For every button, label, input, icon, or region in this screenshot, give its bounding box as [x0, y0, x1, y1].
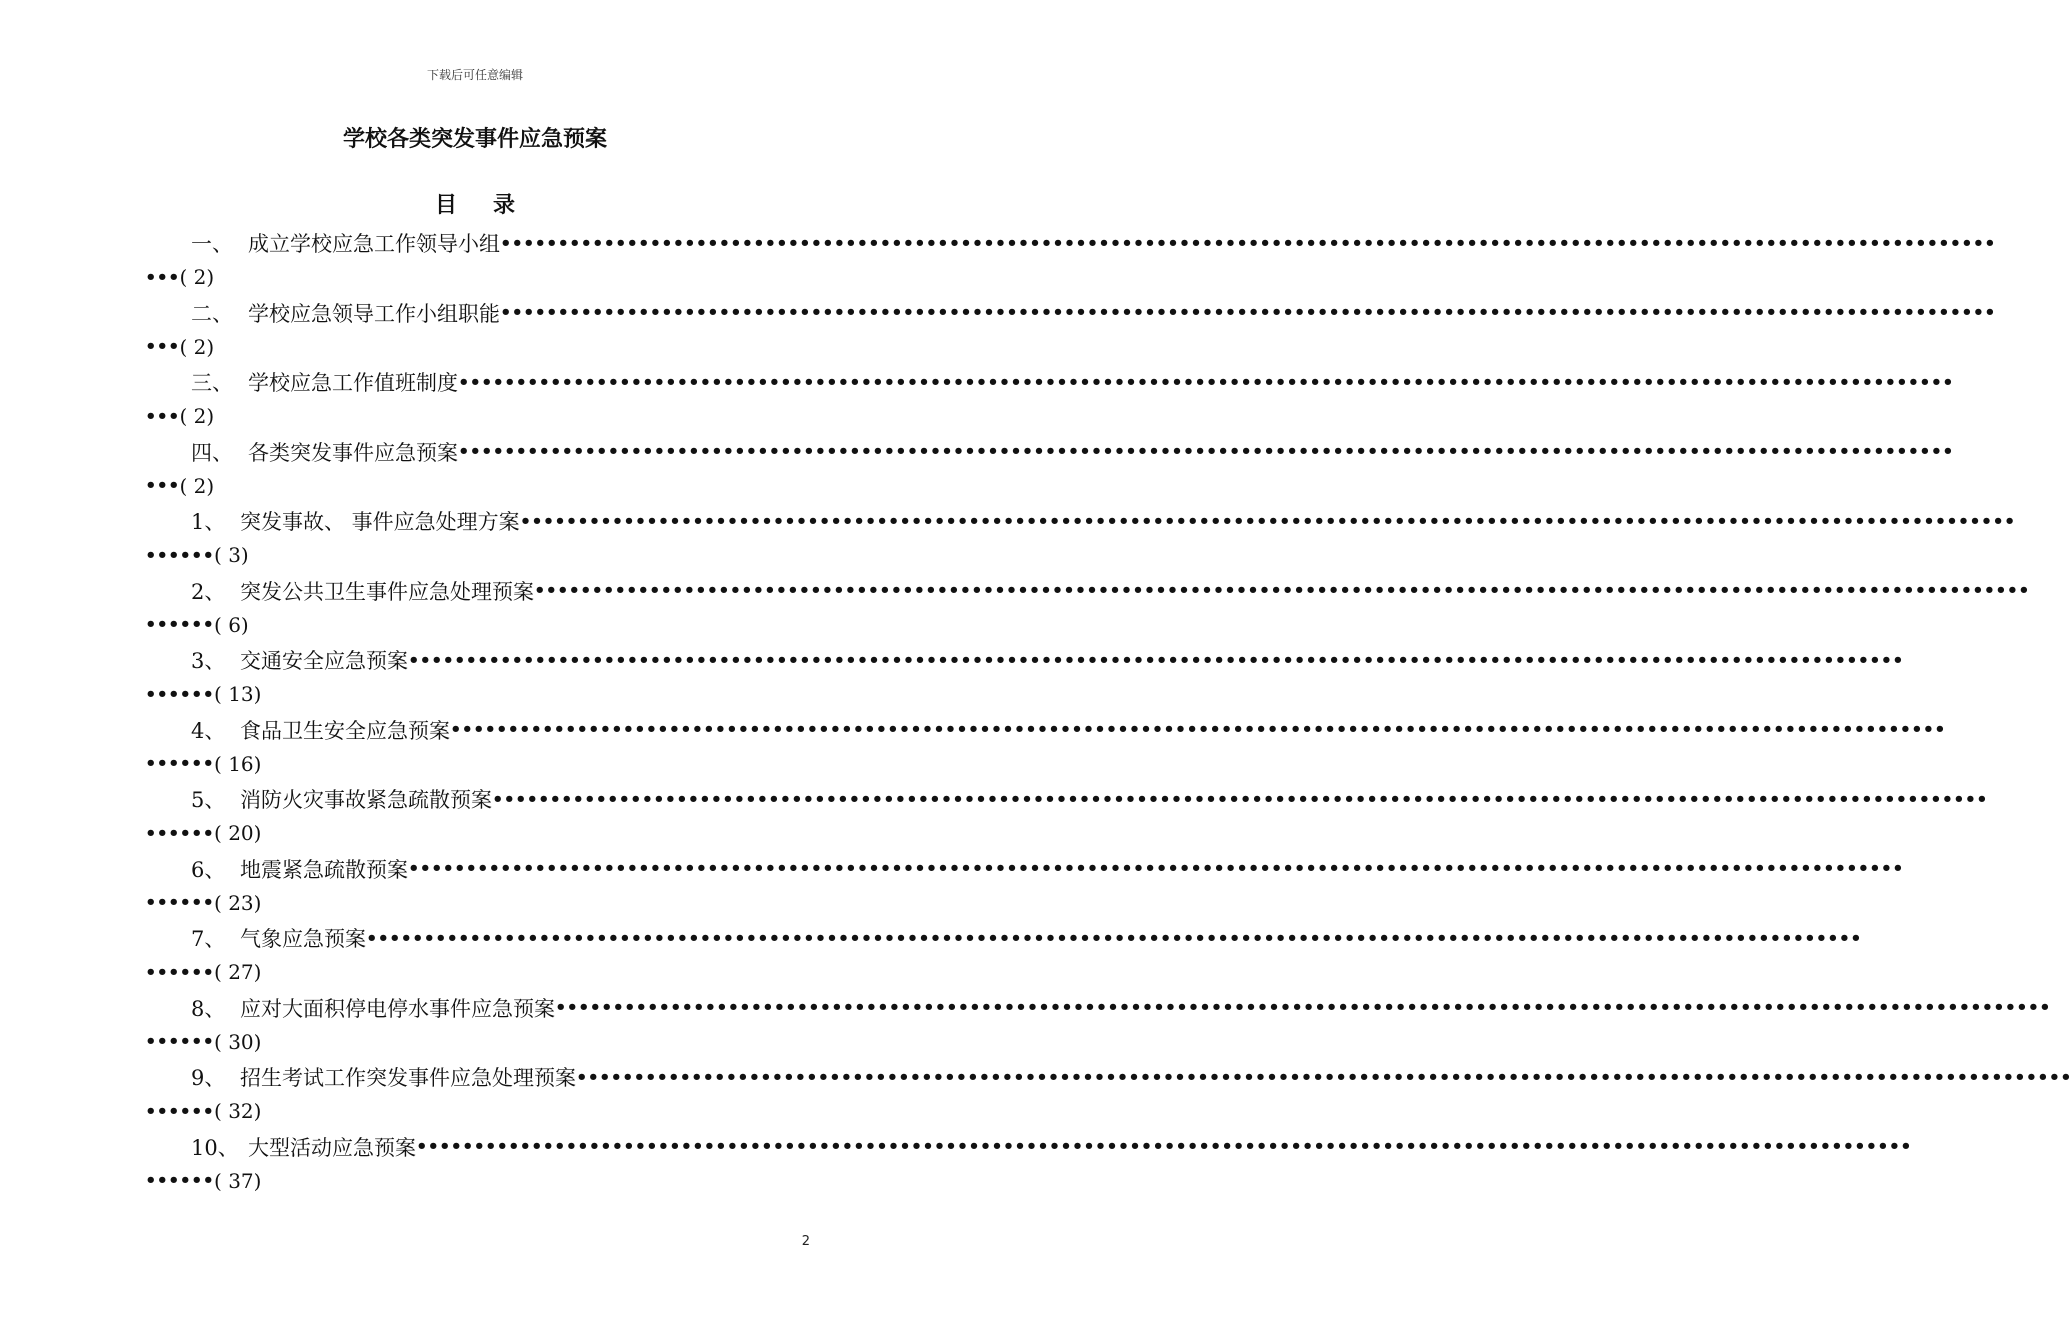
toc-entry-number: 2、 — [191, 579, 226, 604]
toc-entry-line — [145, 504, 2016, 538]
toc-entry-title: 大型活动应急预案 — [248, 1135, 416, 1160]
toc-entry-title: 各类突发事件应急预案 — [248, 440, 458, 465]
toc-leader-continuation: •••••• — [145, 544, 215, 566]
toc-leader-dots: •••••••••••••••••••••••••••••••••••••••••••••••••••••••••••••••••••••••••••••••••••••••••••••••••••••••••••••••••••••••••••••••••• — [534, 580, 2030, 601]
toc-leader-continuation: •••••• — [145, 961, 215, 983]
toc-leader-continuation: •••••• — [145, 1100, 215, 1122]
toc-leader-dots: •••••••••••••••••••••••••••••••••••••••••••••••••••••••••••••••••••••••••••••••••••••••••••••••••••••••••••••••••••••••••••••••••• — [408, 858, 1904, 879]
toc-entry-page: ( 3) — [214, 543, 249, 567]
toc-leader-continuation: ••• — [145, 475, 180, 496]
toc-entry-continuation — [145, 679, 261, 709]
toc-entry-page: ( 2) — [179, 334, 215, 359]
toc-entry[interactable] — [145, 226, 1996, 296]
toc-entry-continuation — [145, 262, 214, 292]
toc-entry[interactable] — [145, 643, 1904, 713]
toc-entry-continuation — [145, 1027, 261, 1057]
toc-entry-number: 1、 — [191, 510, 226, 534]
toc-leader-continuation: •••••• — [145, 683, 215, 705]
toc-leader-continuation: •••••• — [145, 892, 215, 913]
toc-entry-title: 消防火灾事故紧急疏散预案 — [240, 788, 492, 812]
toc-entry[interactable] — [145, 1130, 1912, 1200]
toc-entry-line — [145, 921, 1862, 955]
toc-entry-number: 7、 — [191, 927, 226, 951]
toc-entry-continuation — [145, 401, 214, 431]
toc-entry[interactable] — [145, 296, 1996, 366]
toc-entry-title: 食品卫生安全应急预案 — [240, 718, 450, 743]
toc-entry[interactable] — [145, 852, 1904, 922]
toc-entry[interactable] — [145, 921, 1862, 991]
toc-entry-page: ( 2) — [179, 404, 215, 428]
toc-entry-title: 突发公共卫生事件应急处理预案 — [240, 579, 534, 604]
toc-heading: 目录 — [434, 193, 551, 218]
toc-entry-continuation — [145, 749, 261, 779]
toc-leader-continuation: •••••• — [145, 614, 215, 635]
toc-leader-dots: •••••••••••••••••••••••••••••••••••••••••••••••••••••••••••••••••••••••••••••••••••••••••••••••••••••••••••••••••••••••••••••••••• — [458, 441, 1954, 462]
toc-entry-line — [145, 991, 2051, 1025]
toc-entry-page: ( 23) — [214, 890, 262, 915]
toc-entry-page: ( 27) — [214, 960, 262, 984]
toc-entry-line — [145, 296, 1996, 330]
toc-entry-page: ( 32) — [214, 1099, 262, 1123]
toc-leader-dots: •••••••••••••••••••••••••••••••••••••••••••••••••••••••••••••••••••••••••••••••••••••••••••••••••••••••••••••••••••••••••••••••••• — [519, 510, 2016, 532]
toc-entry-number: 一、 — [191, 232, 233, 256]
toc-entry-title: 招生考试工作突发事件应急处理预案 — [240, 1066, 576, 1090]
toc-entry-line — [145, 713, 1946, 747]
toc-leader-continuation: •••••• — [145, 1031, 215, 1052]
toc-entry-number: 5、 — [191, 788, 226, 812]
toc-entry-page: ( 6) — [214, 612, 249, 637]
toc-leader-dots: •••••••••••••••••••••••••••••••••••••••••••••••••••••••••••••••••••••••••••••••••••••••••••••••••••••••••••••••••••••••••••••••••• — [492, 788, 1988, 810]
toc-entry-title: 地震紧急疏散预案 — [240, 857, 408, 882]
toc-entry[interactable] — [145, 574, 2030, 644]
toc-entry-page: ( 16) — [214, 751, 262, 776]
toc-entry-title: 成立学校应急工作领导小组 — [248, 232, 500, 256]
toc-entry[interactable] — [145, 435, 1954, 505]
toc-entry-line — [145, 782, 1988, 816]
toc-entry-continuation — [145, 957, 261, 987]
toc-entry-line — [145, 574, 2030, 608]
toc-leader-dots: •••••••••••••••••••••••••••••••••••••••••••••••••••••••••••••••••••••••••••••••••••••••••••••••••••••••••••••••••••••••••••••••••• — [555, 997, 2051, 1018]
toc-entry[interactable] — [145, 365, 1954, 435]
toc-entry-number: 8、 — [191, 996, 226, 1021]
toc-entry-continuation — [145, 332, 214, 362]
toc-leader-dots: •••••••••••••••••••••••••••••••••••••••••••••••••••••••••••••••••••••••••••••••••••••••••••••••••••••••••••••••••••••••••••••••••• — [408, 649, 1904, 671]
toc-entry-line — [145, 365, 1954, 399]
toc-entry-number: 4、 — [191, 718, 226, 743]
toc-entry-line — [145, 1130, 1912, 1164]
toc-entry[interactable] — [145, 504, 2016, 574]
toc-leader-dots: •••••••••••••••••••••••••••••••••••••••••••••••••••••••••••••••••••••••••••••••••••••••••••••••••••••••••••••••••••••••••••••••••• — [458, 371, 1954, 393]
toc-entry[interactable] — [145, 1060, 2072, 1130]
toc-entry-continuation — [145, 888, 261, 918]
toc-leader-dots: •••••••••••••••••••••••••••••••••••••••••••••••••••••••••••••••••••••••••••••••••••••••••••••••••••••••••••••••••••••••••••••••••• — [450, 719, 1946, 740]
toc-entry-title: 学校应急工作值班制度 — [248, 371, 458, 395]
toc-entry-page: ( 13) — [214, 682, 262, 706]
toc-entry-number: 10、 — [191, 1135, 239, 1160]
toc-leader-continuation: •••••• — [145, 1170, 215, 1191]
header-note: 下载后可任意编辑 — [426, 68, 523, 82]
toc-entry-line — [145, 226, 1996, 260]
toc-entry[interactable] — [145, 713, 1946, 783]
toc-leader-dots: •••••••••••••••••••••••••••••••••••••••••••••••••••••••••••••••••••••••••••••••••••••••••••••••••••••••••••••••••••••••••••••••••• — [366, 927, 1862, 949]
toc-leader-continuation: ••• — [145, 336, 180, 357]
toc-entry-number: 3、 — [191, 649, 226, 673]
toc-entry-continuation — [145, 1166, 261, 1196]
toc-entry-continuation — [145, 818, 261, 848]
toc-entry-continuation — [145, 540, 249, 570]
toc-entry-number: 9、 — [191, 1066, 226, 1090]
toc-entry-continuation — [145, 1096, 261, 1126]
toc-entry-title: 交通安全应急预案 — [240, 649, 408, 673]
toc-leader-continuation: ••• — [145, 266, 180, 288]
toc-entry-line — [145, 1060, 2072, 1094]
toc-leader-dots: •••••••••••••••••••••••••••••••••••••••••••••••••••••••••••••••••••••••••••••••••••••••••••••••••••••••••••••••••••••••••••••••••• — [500, 302, 1996, 323]
toc-entry-line — [145, 435, 1954, 469]
toc-entry-page: ( 2) — [179, 473, 215, 498]
toc-entry-continuation — [145, 610, 249, 640]
toc-leader-continuation: •••••• — [145, 822, 215, 844]
toc-entry-page: ( 37) — [214, 1168, 262, 1193]
toc-entry-title: 突发事故、 事件应急处理方案 — [240, 510, 520, 534]
toc-entry-title: 学校应急领导工作小组职能 — [248, 301, 500, 326]
toc-leader-dots: •••••••••••••••••••••••••••••••••••••••••••••••••••••••••••••••••••••••••••••••••••••••••••••••••••••••••••••••••••••••••••••••••• — [500, 232, 1996, 254]
toc-entry-title: 应对大面积停电停水事件应急预案 — [240, 996, 555, 1021]
table-of-contents — [145, 226, 2072, 1199]
toc-entry-number: 三、 — [191, 371, 233, 395]
toc-entry-line — [145, 852, 1904, 886]
toc-entry-page: ( 30) — [214, 1029, 262, 1054]
toc-entry-page: ( 20) — [214, 821, 262, 845]
toc-entry[interactable] — [145, 782, 1988, 852]
page-number: 2 — [801, 1234, 810, 1249]
toc-entry-continuation — [145, 471, 214, 501]
toc-leader-dots: •••••••••••••••••••••••••••••••••••••••••••••••••••••••••••••••••••••••••••••••••••••••••••••••••••••••••••••••••••••••••••••••••• — [576, 1066, 2072, 1088]
toc-leader-continuation: •••••• — [145, 753, 215, 774]
toc-leader-dots: •••••••••••••••••••••••••••••••••••••••••••••••••••••••••••••••••••••••••••••••••••••••••••••••••••••••••••••••••••••••••••••••••• — [416, 1136, 1912, 1157]
toc-entry-title: 气象应急预案 — [240, 927, 366, 951]
toc-entry[interactable] — [145, 991, 2051, 1061]
toc-entry-number: 四、 — [191, 440, 233, 465]
toc-entry-page: ( 2) — [179, 265, 215, 289]
document-title: 学校各类突发事件应急预案 — [342, 127, 607, 152]
toc-entry-line — [145, 643, 1904, 677]
toc-entry-number: 6、 — [191, 857, 226, 882]
toc-entry-number: 二、 — [191, 301, 233, 326]
toc-leader-continuation: ••• — [145, 405, 180, 427]
